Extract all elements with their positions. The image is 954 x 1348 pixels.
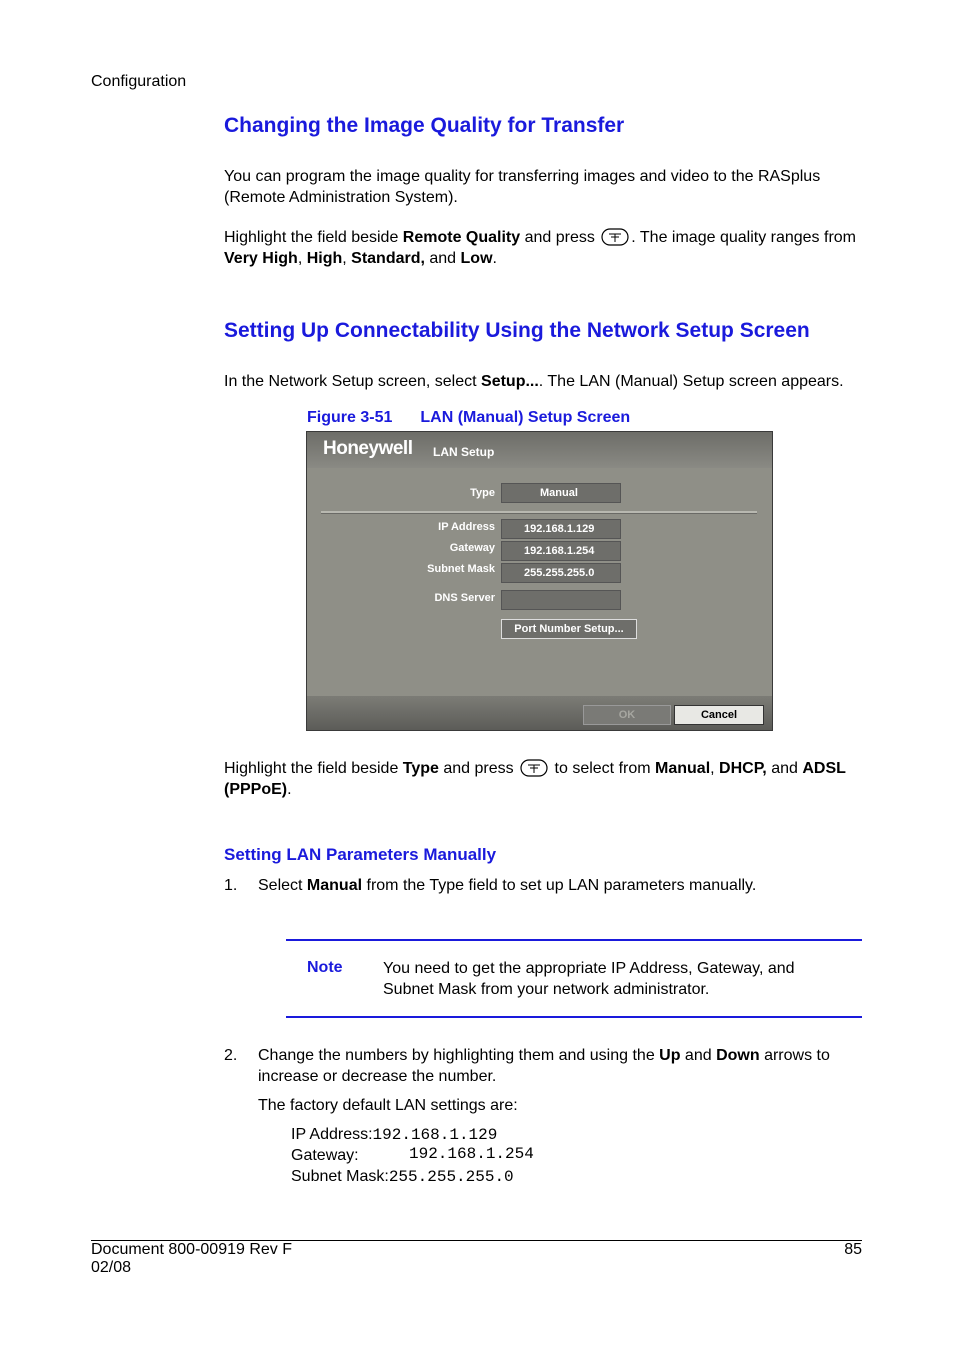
cancel-button[interactable]: Cancel	[674, 705, 764, 725]
paragraph-network-setup: In the Network Setup screen, select Setup.... The LAN (Manual) Setup screen appears.	[224, 373, 844, 390]
ok-button[interactable]: OK	[583, 705, 671, 725]
type-label: Type	[470, 487, 495, 499]
defaults-intro: The factory default LAN settings are:	[258, 1097, 518, 1114]
figure-number: Figure 3-51	[307, 409, 393, 426]
default-gateway-value: 192.168.1.254	[409, 1145, 534, 1163]
note-label: Note	[307, 959, 343, 976]
ip-address-field[interactable]: 192.168.1.129	[501, 519, 621, 539]
default-subnet-value: 255.255.255.0	[388, 1168, 514, 1186]
screen-title: LAN Setup	[433, 445, 495, 459]
dns-server-label: DNS Server	[434, 592, 495, 604]
divider	[321, 511, 757, 514]
section-title-network-setup: Setting Up Connectability Using the Network Setup Screen	[224, 319, 810, 342]
type-field[interactable]: Manual	[501, 483, 621, 503]
honeywell-logo: Honeywell	[323, 438, 413, 459]
subnet-mask-label: Subnet Mask	[427, 563, 495, 575]
default-ip-row: IP Address:192.168.1.129	[291, 1126, 498, 1144]
enter-button-icon	[520, 759, 548, 777]
figure-caption	[307, 409, 630, 427]
lan-setup-screenshot	[306, 431, 773, 731]
note-box	[286, 939, 862, 1018]
section-title-image-quality: Changing the Image Quality for Transfer	[224, 114, 625, 137]
subnet-mask-field[interactable]: 255.255.255.0	[501, 563, 621, 583]
dns-server-field[interactable]	[501, 590, 621, 610]
paragraph-image-quality-intro: You can program the image quality for transferring images and video to the RASplus (Remote Administration System).	[224, 168, 821, 206]
paragraph-type-field: Highlight the field beside Type and press to select from Manual, DHCP, and ADSL (PPPoE).	[224, 760, 846, 798]
running-header: Configuration	[91, 73, 187, 90]
page-number: 85	[844, 1241, 862, 1258]
default-ip-value: 192.168.1.129	[372, 1126, 498, 1144]
port-number-setup-button[interactable]: Port Number Setup...	[501, 619, 637, 639]
step-2-number: 2.	[224, 1047, 238, 1064]
enter-button-icon	[601, 228, 629, 246]
ip-address-label: IP Address	[438, 521, 495, 533]
subsection-title-lan-manual: Setting LAN Parameters Manually	[224, 845, 497, 864]
footer-date: 02/08	[91, 1259, 132, 1276]
step-1-number: 1.	[224, 877, 238, 894]
default-gateway-row: Gateway:	[291, 1147, 359, 1164]
default-subnet-row: Subnet Mask:255.255.255.0	[291, 1168, 514, 1186]
figure-title: LAN (Manual) Setup Screen	[420, 409, 631, 426]
gateway-field[interactable]: 192.168.1.254	[501, 541, 621, 561]
step-2-text: Change the numbers by highlighting them and using the Up and Down arrows to increase or decrease the number.	[258, 1047, 830, 1085]
step-1-text: Select Manual from the Type field to set up LAN parameters manually.	[258, 877, 757, 894]
footer-document-id: Document 800-00919 Rev F	[91, 1241, 292, 1258]
note-text: You need to get the appropriate IP Address, Gateway, and Subnet Mask from your network administrator.	[383, 960, 795, 998]
gateway-label: Gateway	[449, 542, 495, 554]
paragraph-remote-quality: Highlight the field beside Remote Quality and press . The image quality ranges from Very High, High, Standard, and Low.	[224, 229, 856, 267]
